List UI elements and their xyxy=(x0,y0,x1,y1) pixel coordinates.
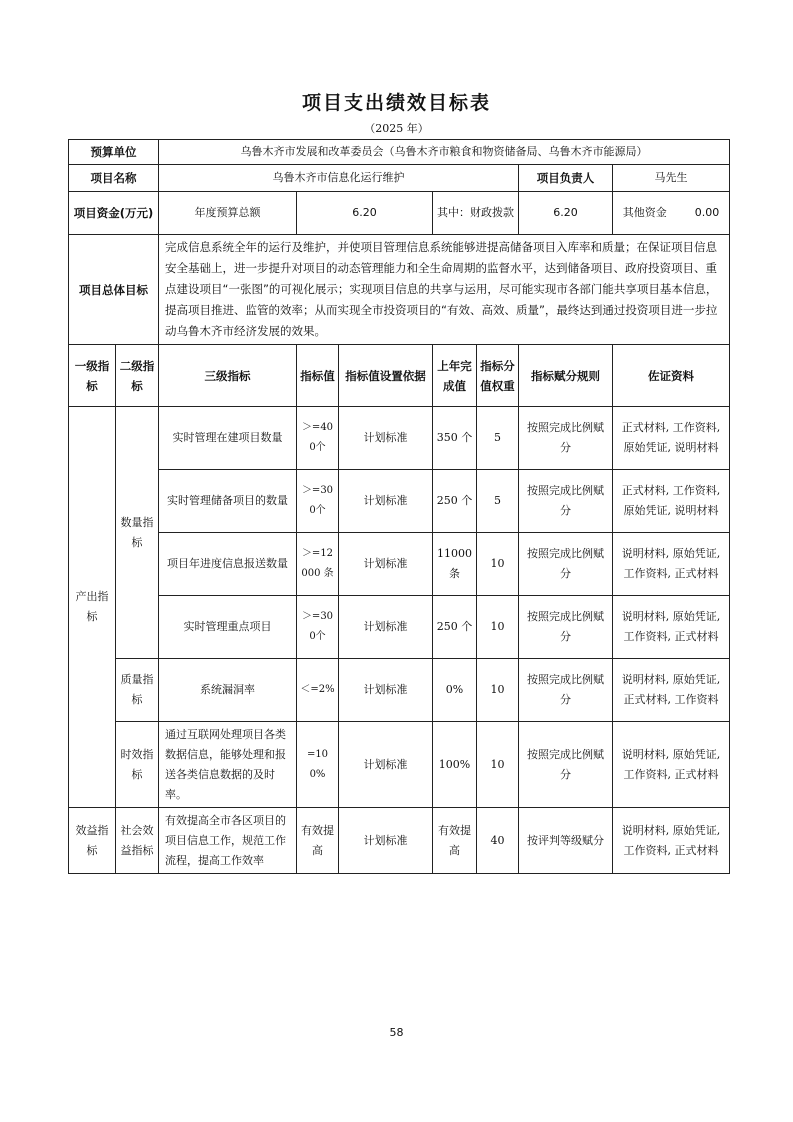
header-rule: 指标赋分规则 xyxy=(519,345,613,407)
indicator-name: 实时管理重点项目 xyxy=(159,596,297,659)
indicator-evidence: 说明材料, 原始凭证, 工作资料, 正式材料 xyxy=(613,722,730,808)
indicator-value: 有效提高 xyxy=(297,808,339,874)
header-last-year: 上年完成值 xyxy=(433,345,477,407)
indicator-value: ＞=400个 xyxy=(297,407,339,470)
other-funds-value xyxy=(613,192,730,235)
header-basis: 指标值设置依据 xyxy=(339,345,433,407)
budget-unit-label: 预算单位 xyxy=(69,140,159,165)
indicator-name: 实时管理储备项目的数量 xyxy=(159,470,297,533)
indicator-value: ＞=12000 条 xyxy=(297,533,339,596)
project-name-value: 乌鲁木齐市信息化运行维护 xyxy=(159,165,519,192)
indicator-last: 11000条 xyxy=(433,533,477,596)
indicator-value: ＞=300个 xyxy=(297,470,339,533)
funds-label: 项目资金(万元) xyxy=(69,192,159,235)
indicator-basis: 计划标准 xyxy=(339,596,433,659)
indicator-rule: 按照完成比例赋分 xyxy=(519,659,613,722)
header-level1: 一级指标 xyxy=(69,345,116,407)
fiscal-funds-label: 其中：财政拨款 xyxy=(433,192,519,235)
table-row xyxy=(69,596,730,659)
table-row xyxy=(69,808,730,874)
table-row xyxy=(69,722,730,808)
group-quantity: 数量指标 xyxy=(116,407,159,659)
page-title: 项目支出绩效目标表 xyxy=(301,92,491,114)
indicator-basis: 计划标准 xyxy=(339,659,433,722)
project-owner-value: 马先生 xyxy=(613,165,730,192)
indicator-evidence: 说明材料, 原始凭证, 工作资料, 正式材料 xyxy=(613,808,730,874)
header-level3: 三级指标 xyxy=(159,345,297,407)
indicator-weight: 10 xyxy=(477,722,519,808)
indicator-rule: 按评判等级赋分 xyxy=(519,808,613,874)
indicator-basis: 计划标准 xyxy=(339,407,433,470)
indicator-rule: 按照完成比例赋分 xyxy=(519,470,613,533)
group-social: 社会效益指标 xyxy=(116,808,159,874)
table-row xyxy=(69,407,730,470)
header-evidence: 佐证资料 xyxy=(613,345,730,407)
group-output: 产出指标 xyxy=(69,407,116,808)
indicator-last: 250 个 xyxy=(433,470,477,533)
indicator-rule: 按照完成比例赋分 xyxy=(519,596,613,659)
indicator-weight: 10 xyxy=(477,659,519,722)
indicator-basis: 计划标准 xyxy=(339,533,433,596)
indicator-name: 系统漏洞率 xyxy=(159,659,297,722)
project-owner-label: 项目负责人 xyxy=(519,165,613,192)
indicator-evidence: 说明材料, 原始凭证, 工作资料, 正式材料 xyxy=(613,596,730,659)
budget-unit-value: 乌鲁木齐市发展和改革委员会（乌鲁木齐市粮食和物资储备局、乌鲁木齐市能源局） xyxy=(159,140,730,165)
group-benefit: 效益指标 xyxy=(69,808,116,874)
indicator-rule: 按照完成比例赋分 xyxy=(519,722,613,808)
indicator-evidence: 正式材料, 工作资料, 原始凭证, 说明材料 xyxy=(613,470,730,533)
other-funds-amount: 0.00 xyxy=(694,206,720,219)
table-row xyxy=(69,470,730,533)
page-number: 58 xyxy=(389,1026,404,1039)
indicator-weight: 5 xyxy=(477,470,519,533)
other-funds-label: 其他资金 xyxy=(622,206,667,219)
indicator-evidence: 说明材料, 原始凭证, 工作资料, 正式材料 xyxy=(613,533,730,596)
project-name-label: 项目名称 xyxy=(69,165,159,192)
annual-budget-value: 6.20 xyxy=(297,192,433,235)
indicator-value: ＜=2% xyxy=(297,659,339,722)
indicator-rule: 按照完成比例赋分 xyxy=(519,533,613,596)
indicator-name: 通过互联网处理项目各类数据信息，能够处理和报送各类信息数据的及时率。 xyxy=(159,722,297,808)
group-quality: 质量指标 xyxy=(116,659,159,722)
fiscal-funds-value: 6.20 xyxy=(519,192,613,235)
indicator-last: 250 个 xyxy=(433,596,477,659)
indicator-value: =100% xyxy=(297,722,339,808)
indicator-basis: 计划标准 xyxy=(339,808,433,874)
indicator-last: 有效提高 xyxy=(433,808,477,874)
table-row xyxy=(69,659,730,722)
annual-budget-label: 年度预算总额 xyxy=(159,192,297,235)
indicator-name: 项目年进度信息报送数量 xyxy=(159,533,297,596)
year-label: （2025 年） xyxy=(364,122,429,135)
group-timeliness: 时效指标 xyxy=(116,722,159,808)
indicator-basis: 计划标准 xyxy=(339,470,433,533)
indicator-evidence: 说明材料, 原始凭证, 正式材料, 工作资料 xyxy=(613,659,730,722)
table-row xyxy=(69,533,730,596)
indicator-evidence: 正式材料, 工作资料, 原始凭证, 说明材料 xyxy=(613,407,730,470)
indicator-last: 100% xyxy=(433,722,477,808)
indicator-weight: 40 xyxy=(477,808,519,874)
header-value: 指标值 xyxy=(297,345,339,407)
indicator-weight: 10 xyxy=(477,533,519,596)
indicator-weight: 10 xyxy=(477,596,519,659)
performance-table xyxy=(68,139,730,874)
indicator-weight: 5 xyxy=(477,407,519,470)
indicator-name: 有效提高全市各区项目的项目信息工作，规范工作流程，提高工作效率 xyxy=(159,808,297,874)
indicator-name: 实时管理在建项目数量 xyxy=(159,407,297,470)
indicator-last: 350 个 xyxy=(433,407,477,470)
indicator-basis: 计划标准 xyxy=(339,722,433,808)
indicator-last: 0% xyxy=(433,659,477,722)
indicator-rule: 按照完成比例赋分 xyxy=(519,407,613,470)
header-weight: 指标分值权重 xyxy=(477,345,519,407)
indicator-value: ＞=300个 xyxy=(297,596,339,659)
header-level2: 二级指标 xyxy=(116,345,159,407)
overall-goal-text: 完成信息系统全年的运行及维护，并使项目管理信息系统能够进提高储备项目入库率和质量；在保证项目信息安全基础上，进一步提升对项目的动态管理能力和全生命周期的监督水平，达到储备项目、政府投资项目、重点建设项目“一张图”的可视化展示；实现项目信息的共享与运用，尽可能实现市各部门能共享项目基本信息，提高项目推进、监管的效率；从而实现全市投资项目的“有效、高效、质量”，最终达到通过投资项目进一步拉动乌鲁木齐市经济发展的效果。 xyxy=(159,235,730,345)
overall-goal-label: 项目总体目标 xyxy=(69,235,159,345)
